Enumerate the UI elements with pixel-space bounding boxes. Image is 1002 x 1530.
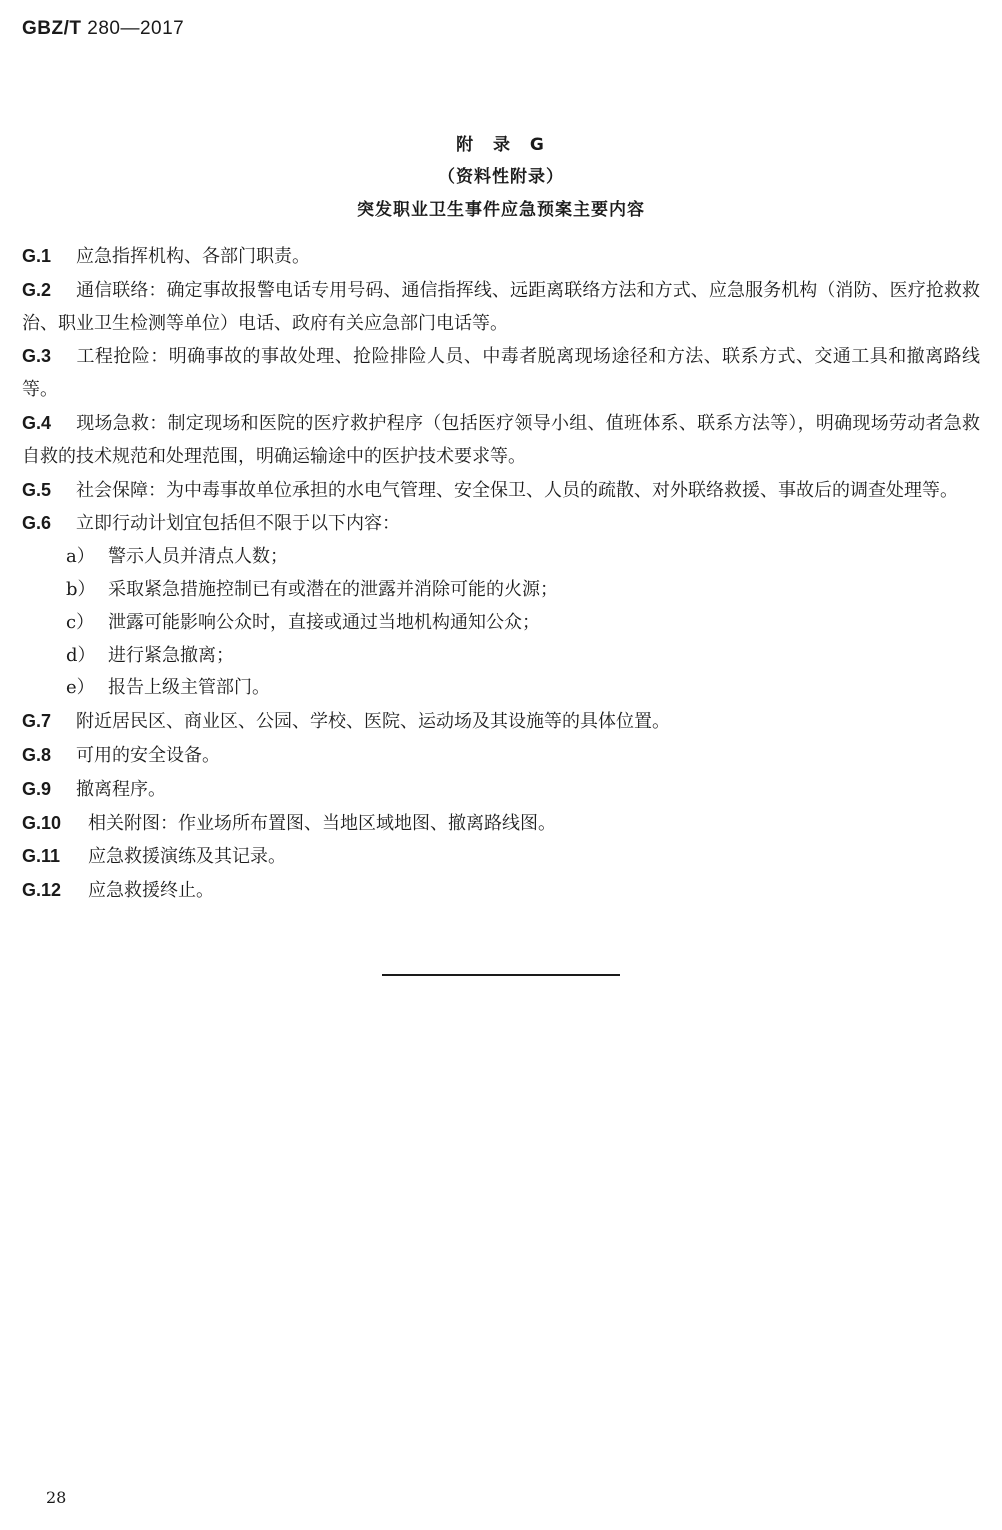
end-of-annex-rule <box>382 974 620 976</box>
clause-g8 <box>22 739 980 773</box>
list-text: 泄露可能影响公众时，直接或通过当地机构通知公众； <box>108 611 540 633</box>
clause-g6 <box>22 507 980 541</box>
clause-number: G.10 <box>22 812 62 833</box>
clause-g9 <box>22 773 980 807</box>
clause-number: G.3 <box>22 346 52 367</box>
clause-text: 应急救援演练及其记录。 <box>88 846 286 868</box>
list-marker: d） <box>66 644 96 666</box>
clause-number: G.12 <box>22 880 62 901</box>
clause-g5 <box>22 474 980 508</box>
list-item <box>22 672 980 705</box>
clause-g11 <box>22 840 980 874</box>
clause-g12 <box>22 874 980 908</box>
clause-g7 <box>22 705 980 739</box>
clause-text: 可用的安全设备。 <box>76 744 220 766</box>
clause-text: 应急救援终止。 <box>88 880 214 902</box>
clause-number: G.8 <box>22 744 52 765</box>
clause-text: 通信联络：确定事故报警电话专用号码、通信指挥线、远距离联络方法和方式、应急服务机构（消防、医疗抢救救治、职业卫生检测等单位）电话、政府有关应急部门电话等。 <box>22 279 980 334</box>
clause-number: G.2 <box>22 279 52 300</box>
list-text: 采取紧急措施控制已有或潜在的泄露并消除可能的火源； <box>108 578 558 600</box>
clause-g3 <box>22 340 980 407</box>
list-item <box>22 640 980 673</box>
list-marker: a） <box>66 546 95 568</box>
clause-g10 <box>22 807 980 841</box>
clause-number: G.7 <box>22 711 52 732</box>
list-marker: e） <box>66 677 95 699</box>
list-item <box>22 607 980 640</box>
clause-text: 应急指挥机构、各部门职责。 <box>76 246 310 267</box>
standard-number: 280—2017 <box>87 18 185 39</box>
list-item <box>22 574 980 607</box>
clause-text: 相关附图：作业场所布置图、当地区域地图、撤离路线图。 <box>88 812 556 834</box>
page-number: 28 <box>46 1488 67 1507</box>
standard-prefix: GBZ/T <box>22 18 82 39</box>
standard-code <box>22 18 184 40</box>
clause-text: 撤离程序。 <box>76 778 166 800</box>
annex-body <box>22 240 980 908</box>
list-item <box>22 541 980 574</box>
clause-g4 <box>22 407 980 474</box>
clause-number: G.5 <box>22 479 52 500</box>
clause-text: 工程抢险：明确事故的事故处理、抢险排险人员、中毒者脱离现场途径和方法、联系方式、交通工具和撤离路线等。 <box>22 346 980 401</box>
clause-number: G.1 <box>22 246 52 266</box>
list-text: 进行紧急撤离； <box>108 644 234 666</box>
clause-text: 现场急救：制定现场和医院的医疗救护程序（包括医疗领导小组、值班体系、联系方法等），明确现场劳动者急救自救的技术规范和处理范围，明确运输途中的医护技术要求等。 <box>22 412 980 467</box>
annex-nature: （资料性附录） <box>438 167 564 187</box>
clause-number: G.4 <box>22 412 52 433</box>
clause-number: G.11 <box>22 846 61 867</box>
list-text: 报告上级主管部门。 <box>108 677 270 699</box>
clause-number: G.9 <box>22 778 52 799</box>
clause-g1 <box>22 240 980 274</box>
clause-text: 社会保障：为中毒事故单位承担的水电气管理、安全保卫、人员的疏散、对外联络救援、事故后的调查处理等。 <box>76 479 958 501</box>
list-text: 警示人员并清点人数； <box>108 546 288 568</box>
list-marker: b） <box>66 578 96 600</box>
clause-number: G.6 <box>22 513 52 534</box>
clause-g2 <box>22 274 980 341</box>
annex-title: 突发职业卫生事件应急预案主要内容 <box>357 200 645 220</box>
clause-text: 附近居民区、商业区、公园、学校、医院、运动场及其设施等的具体位置。 <box>76 711 670 733</box>
clause-text: 立即行动计划宜包括但不限于以下内容： <box>76 513 400 535</box>
annex-label: 附 录 G <box>456 135 546 155</box>
list-marker: c） <box>66 611 95 633</box>
